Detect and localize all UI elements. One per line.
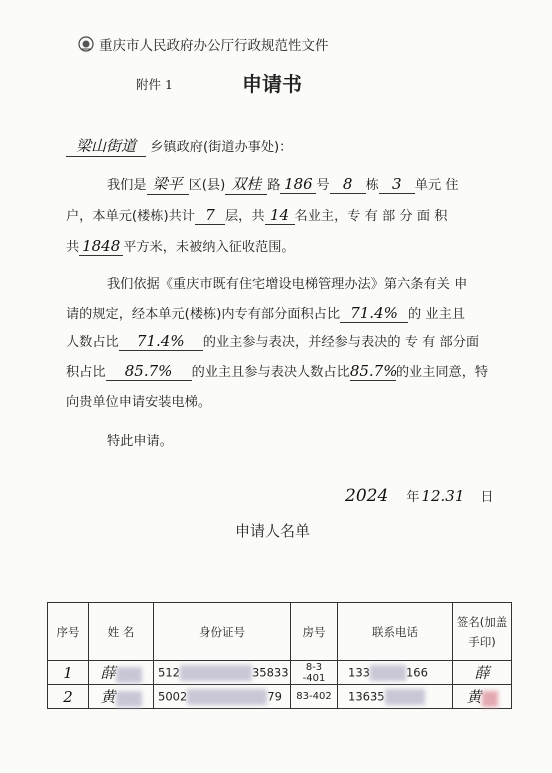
date-month-day: 12.31 bbox=[421, 487, 465, 505]
text: 户，本单元(楼栋)共计 bbox=[66, 209, 195, 224]
pct4-field: 85.7% bbox=[349, 362, 398, 380]
road-field: 双桂 bbox=[225, 173, 267, 195]
area-field: 1848 bbox=[79, 237, 123, 256]
body-line-2 bbox=[66, 205, 447, 225]
floors-field: 7 bbox=[195, 206, 225, 225]
applicant-table bbox=[47, 602, 512, 709]
table-header-row bbox=[48, 603, 512, 661]
fingerprint-mark bbox=[482, 691, 498, 707]
id-cell bbox=[154, 661, 291, 685]
name-handwritten: 黄 bbox=[100, 688, 116, 706]
addressee-line bbox=[66, 135, 292, 157]
phone-end: 166 bbox=[405, 665, 428, 679]
body-line-1 bbox=[107, 173, 459, 195]
signature-handwritten: 黄 bbox=[466, 688, 482, 706]
header-title: 重庆市人民政府办公厅行政规范性文件 bbox=[99, 38, 329, 54]
date-year: 2024 bbox=[345, 486, 389, 506]
pct1-field: 71.4% bbox=[340, 304, 408, 323]
redaction bbox=[385, 689, 425, 705]
header-cell: 姓 名 bbox=[89, 603, 154, 661]
text: 名业主，专 有 部 分 面 积 bbox=[294, 209, 448, 224]
text: 我们是 bbox=[107, 178, 147, 193]
text: 路 bbox=[267, 178, 281, 193]
day-unit: 日 bbox=[480, 490, 494, 505]
text: 单元 住 bbox=[414, 178, 459, 193]
body-line-3 bbox=[66, 236, 295, 256]
building-field: 8 bbox=[330, 175, 366, 194]
redaction bbox=[187, 689, 267, 705]
text: 栋 bbox=[365, 178, 379, 193]
redaction bbox=[370, 665, 406, 681]
text: 请的规定，经本单元(楼栋)内专有部分面积占比 bbox=[66, 307, 341, 322]
id-cell bbox=[154, 685, 291, 709]
national-emblem-icon bbox=[78, 36, 94, 52]
unit-field: 3 bbox=[379, 175, 415, 194]
body-line-7 bbox=[66, 361, 488, 381]
phone-start: 133 bbox=[348, 665, 370, 679]
owners-field: 14 bbox=[265, 206, 295, 225]
number-field: 186 bbox=[280, 175, 316, 194]
body-line-5 bbox=[66, 303, 465, 323]
text: 积占比 bbox=[66, 365, 106, 380]
room-top: 8-3 bbox=[305, 661, 323, 673]
table-row bbox=[48, 661, 512, 685]
redaction bbox=[116, 691, 142, 707]
district-field: 梁平 bbox=[147, 173, 189, 195]
applicant-list-title: 申请人名单 bbox=[235, 522, 311, 540]
id-start: 5002 bbox=[158, 689, 188, 703]
phone-start: 13635 bbox=[348, 689, 385, 703]
text: 的 业主且 bbox=[408, 307, 465, 322]
text: 平方米，未被纳入征收范围。 bbox=[123, 240, 295, 255]
row-number: 1 bbox=[48, 661, 89, 685]
phone-cell bbox=[338, 661, 453, 685]
text: 的业主且参与表决人数占比 bbox=[191, 365, 350, 380]
phone-cell bbox=[338, 685, 453, 709]
annex-label: 附件 1 bbox=[136, 77, 173, 92]
pct3-field: 85.7% bbox=[106, 362, 192, 381]
text: 共 bbox=[66, 240, 80, 255]
body-line-8: 向贵单位申请安装电梯。 bbox=[66, 395, 212, 410]
id-end: 79 bbox=[267, 689, 282, 703]
document-header bbox=[78, 34, 329, 54]
id-start: 512 bbox=[158, 665, 180, 679]
signature-cell: 薛 bbox=[453, 661, 512, 685]
redaction bbox=[180, 665, 252, 681]
year-unit: 年 bbox=[406, 490, 420, 505]
signature-cell bbox=[453, 685, 512, 709]
text: 的业主同意，特 bbox=[395, 365, 489, 380]
text: 区(县) bbox=[188, 178, 226, 193]
body-line-6 bbox=[66, 331, 479, 351]
header-cell: 序号 bbox=[48, 603, 89, 661]
header-cell: 房号 bbox=[291, 603, 338, 661]
text: 的业主参与表决，并经参与表决的 专 有 部分面 bbox=[202, 335, 480, 350]
room: -401 bbox=[302, 672, 326, 684]
text: 层，共 bbox=[224, 209, 265, 224]
header-cell: 身份证号 bbox=[154, 603, 291, 661]
pct2-field: 71.4% bbox=[119, 332, 203, 351]
addressee-suffix: 乡镇政府(街道办事处)： bbox=[150, 140, 293, 155]
addressee-handwritten: 梁山街道 bbox=[66, 135, 146, 157]
name-cell bbox=[89, 661, 154, 685]
name-cell bbox=[89, 685, 154, 709]
document-title: 申请书 bbox=[242, 72, 302, 96]
redaction bbox=[116, 667, 142, 683]
row-number: 2 bbox=[48, 685, 89, 709]
text: 人数占比 bbox=[66, 335, 119, 350]
signing-date bbox=[345, 486, 494, 506]
room-cell: 83-402 bbox=[291, 685, 338, 709]
table-row bbox=[48, 685, 512, 709]
header-cell: 联系电话 bbox=[338, 603, 453, 661]
id-end: 35833 bbox=[251, 665, 289, 679]
text: 号 bbox=[316, 178, 330, 193]
name-handwritten: 薛 bbox=[100, 664, 116, 682]
room-cell bbox=[291, 661, 338, 685]
header-cell: 签名(加盖手印) bbox=[453, 603, 512, 661]
closing-text: 特此申请。 bbox=[107, 434, 173, 449]
body-line-4: 我们依据《重庆市既有住宅增设电梯管理办法》第六条有关 申 bbox=[107, 277, 468, 292]
